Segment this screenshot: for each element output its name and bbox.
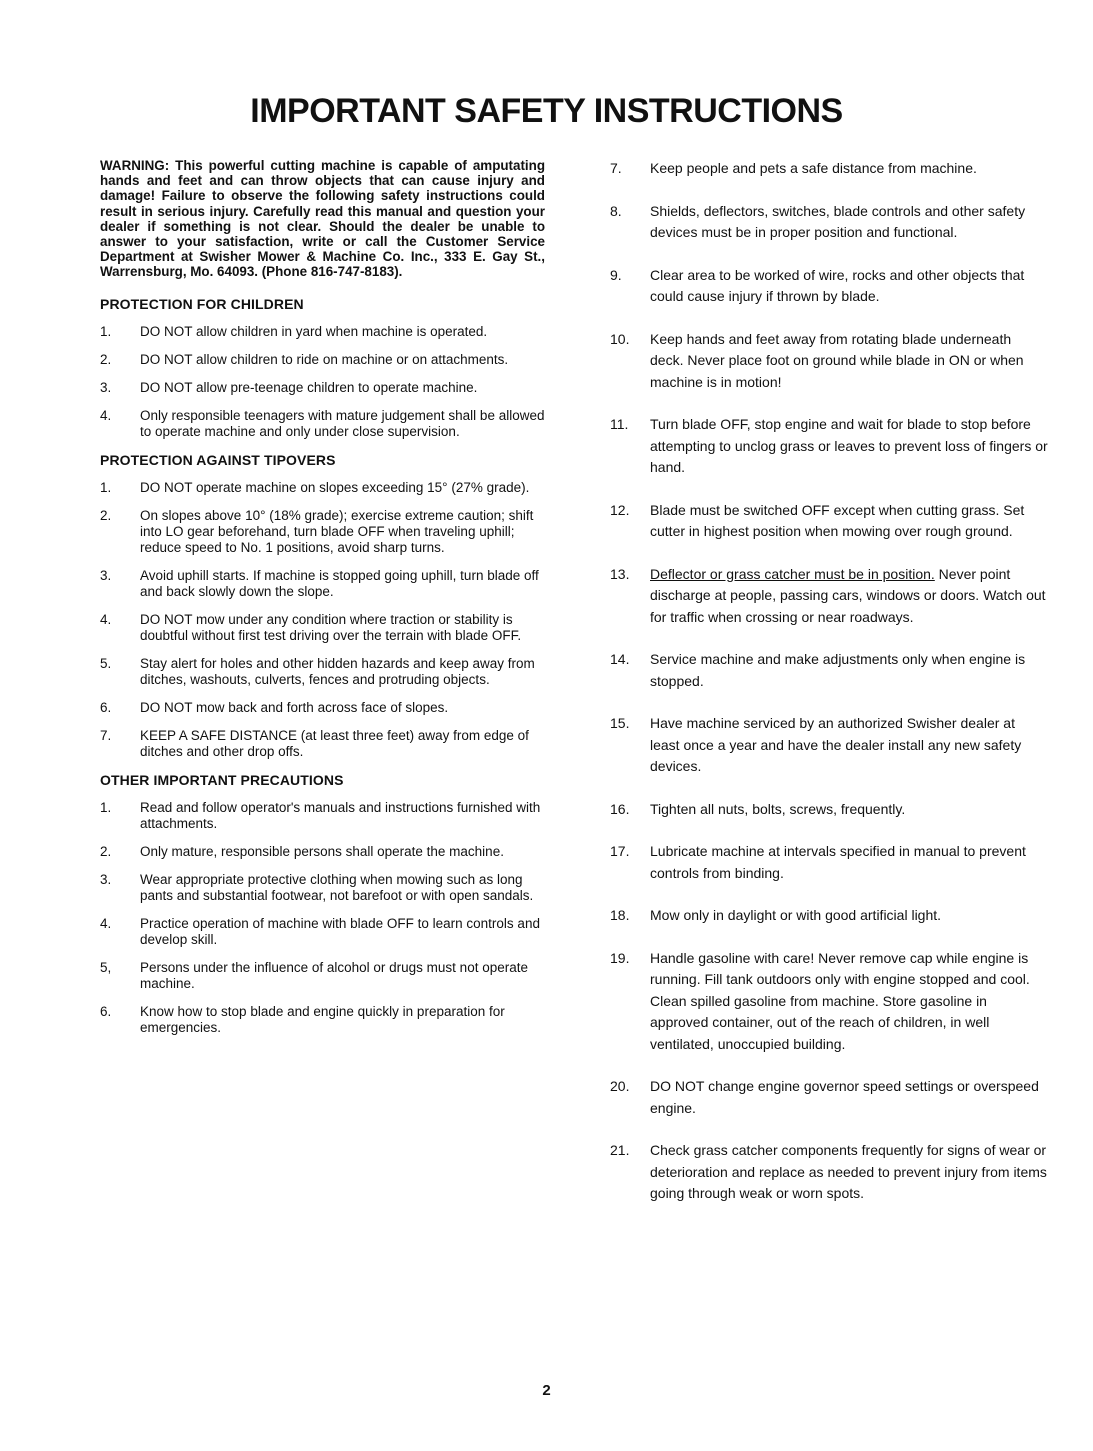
list-item: [610, 265, 1048, 308]
item-number: 8.: [610, 202, 622, 219]
list-item: [100, 916, 545, 948]
item-number: 2.: [100, 351, 112, 367]
item-text: Keep hands and feet away from rotating blade underneath deck. Never place foot on ground while blade in ON or when machine is in motion!: [650, 330, 1024, 390]
item-number: 13.: [610, 565, 630, 582]
item-number: 4.: [100, 915, 112, 931]
item-text: Wear appropriate protective clothing when mowing such as long pants and substantial footwear, not barefoot or with open sandals.: [140, 871, 534, 903]
list-item: [100, 700, 545, 716]
item-number: 21.: [610, 1142, 630, 1158]
list-item: [610, 564, 1048, 629]
item-number: 17.: [610, 843, 630, 859]
list-item: [100, 408, 545, 440]
list-item: [610, 799, 1048, 821]
list-item: [610, 329, 1048, 394]
warning-paragraph: WARNING: This powerful cutting machine is capable of amputating hands and feet and can throw objects that can cause injury and damage! Failure to observe the following safety instructions could result in serious injury. Carefully read this manual and question your dealer if something is not clear. Should the dealer be unable to answer to your satisfaction, write or call the Customer Service Department at Swisher Mower & Machine Co. Inc., 333 E. Gay St., Warrensburg, Mo. 64093. (Phone 816-747-8183).: [100, 158, 545, 280]
item-text: Mow only in daylight or with good artificial light.: [650, 907, 942, 923]
list-item: [610, 414, 1048, 479]
item-number: 15.: [610, 715, 630, 731]
list-item: [100, 656, 545, 688]
item-text: Tighten all nuts, bolts, screws, frequently.: [650, 800, 906, 817]
item-number: 1.: [100, 323, 112, 339]
item-text-rest: Never point discharge at people, passing cars, windows or doors. Watch out for traffic when crossing or near roadways.: [650, 565, 1046, 625]
item-number: 10.: [610, 330, 630, 347]
item-number: 12.: [610, 501, 630, 518]
list-item: [100, 508, 545, 556]
item-text: Persons under the influence of alcohol or drugs must not operate machine.: [140, 959, 528, 991]
precautions-list: [100, 800, 545, 1036]
list-item: [610, 201, 1048, 244]
item-number: 3.: [100, 379, 112, 395]
list-item: [610, 713, 1048, 778]
item-text: Turn blade OFF, stop engine and wait for blade to stop before attempting to unclog grass or leaves to prevent loss of fingers or hand.: [650, 416, 1048, 475]
item-text: Lubricate machine at intervals specified in manual to prevent controls from binding.: [650, 843, 1026, 881]
list-item: [100, 728, 545, 760]
item-number: 1.: [100, 479, 112, 495]
list-item: [610, 1076, 1048, 1119]
list-item: [100, 324, 545, 340]
section-heading-precautions: OTHER IMPORTANT PRECAUTIONS: [100, 771, 344, 788]
item-text: On slopes above 10° (18% grade); exercise extreme caution; shift into LO gear beforehand, turn blade OFF when traveling uphill; reduce speed to No. 1 positions, avoid sharp turns.: [140, 507, 534, 555]
item-text: DO NOT mow back and forth across face of slopes.: [140, 699, 449, 715]
list-item: [100, 480, 545, 496]
item-text: Avoid uphill starts. If machine is stopped going uphill, turn blade off and back slowly down the slope.: [140, 567, 539, 599]
item-text: [650, 564, 1048, 629]
item-text: Read and follow operator's manuals and instructions furnished with attachments.: [140, 799, 541, 831]
page-title: IMPORTANT SAFETY INSTRUCTIONS: [250, 92, 843, 130]
list-item: [100, 1004, 545, 1036]
item-number: 2.: [100, 507, 112, 523]
list-item: [610, 158, 1048, 180]
item-number: 6.: [100, 699, 112, 715]
item-number: 4.: [100, 407, 112, 423]
list-item: [100, 352, 545, 368]
item-number: 4.: [100, 611, 112, 627]
item-text: DO NOT allow children in yard when machine is operated.: [140, 323, 488, 339]
page-number: 2: [542, 1382, 551, 1399]
list-item: [100, 960, 545, 992]
item-text: DO NOT change engine governor speed settings or overspeed engine.: [650, 1078, 1039, 1116]
item-text: Service machine and make adjustments only when engine is stopped.: [650, 651, 1026, 689]
item-number: 3.: [100, 871, 112, 887]
item-number: 11.: [610, 416, 629, 432]
item-number: 19.: [610, 949, 630, 966]
item-text: Only responsible teenagers with mature judgement shall be allowed to operate machine and only under close supervision.: [140, 407, 545, 439]
section-heading-children: PROTECTION FOR CHILDREN: [100, 295, 304, 312]
list-item: [610, 649, 1048, 692]
list-item: [610, 841, 1048, 884]
item-text: Stay alert for holes and other hidden hazards and keep away from ditches, washouts, culverts, fences and protruding objects.: [140, 655, 535, 687]
item-text: DO NOT mow under any condition where traction or stability is doubtful without first test driving over the terrain with blade OFF.: [140, 611, 522, 643]
item-text: DO NOT allow children to ride on machine or on attachments.: [140, 351, 509, 367]
item-number: 5.: [100, 655, 112, 671]
item-number: 14.: [610, 651, 630, 667]
list-item: [100, 800, 545, 832]
list-item: [100, 612, 545, 644]
item-number: 7.: [610, 160, 622, 176]
item-number: 1.: [100, 799, 112, 815]
item-number: 16.: [610, 800, 630, 817]
item-text: Practice operation of machine with blade OFF to learn controls and develop skill.: [140, 915, 540, 947]
item-text: Keep people and pets a safe distance from machine.: [650, 160, 977, 176]
tipovers-list: [100, 480, 545, 760]
left-column: [100, 158, 545, 1048]
precautions-continued-list: [610, 158, 1048, 1205]
underlined-text: Deflector or grass catcher must be in position.: [650, 565, 935, 582]
item-text: DO NOT operate machine on slopes exceeding 15° (27% grade).: [140, 479, 530, 495]
list-item: [610, 500, 1048, 543]
item-text: Blade must be switched OFF except when cutting grass. Set cutter in highest position when mowing over rough ground.: [650, 501, 1025, 539]
list-item: [100, 844, 545, 860]
children-list: [100, 324, 545, 440]
item-text: Check grass catcher components frequently for signs of wear or deterioration and replace as needed to prevent injury from items going through weak or worn spots.: [650, 1142, 1047, 1201]
item-text: Handle gasoline with care! Never remove cap while engine is running. Fill tank outdoors only with engine stopped and cool. Clean spilled gasoline from machine. Store gasoline in approved container, out of the reach of children, in well ventilated, unoccupied building.: [650, 949, 1030, 1052]
item-text: Know how to stop blade and engine quickly in preparation for emergencies.: [140, 1003, 505, 1035]
list-item: [100, 380, 545, 396]
item-text: DO NOT allow pre-teenage children to operate machine.: [140, 379, 478, 395]
right-column: [610, 158, 1048, 1226]
list-item: [610, 1140, 1048, 1205]
list-item: [610, 905, 1048, 927]
list-item: [100, 872, 545, 904]
item-text: Have machine serviced by an authorized Swisher dealer at least once a year and have the dealer install any new safety devices.: [650, 715, 1022, 774]
item-text: Only mature, responsible persons shall operate the machine.: [140, 843, 504, 859]
item-text: KEEP A SAFE DISTANCE (at least three feet) away from edge of ditches and other drop offs.: [140, 727, 529, 759]
list-item: [610, 948, 1048, 1056]
item-text: Shields, deflectors, switches, blade controls and other safety devices must be in proper position and functional.: [650, 202, 1026, 240]
item-number: 2.: [100, 843, 112, 859]
list-item: [100, 568, 545, 600]
item-text: Clear area to be worked of wire, rocks and other objects that could cause injury if thrown by blade.: [650, 266, 1025, 304]
item-number: 6.: [100, 1003, 112, 1019]
item-number: 20.: [610, 1078, 630, 1094]
item-number: 5,: [100, 959, 112, 975]
item-number: 18.: [610, 907, 630, 923]
item-number: 9.: [610, 266, 622, 283]
item-number: 3.: [100, 567, 112, 583]
section-heading-tipovers: PROTECTION AGAINST TIPOVERS: [100, 451, 336, 468]
item-number: 7.: [100, 727, 112, 743]
